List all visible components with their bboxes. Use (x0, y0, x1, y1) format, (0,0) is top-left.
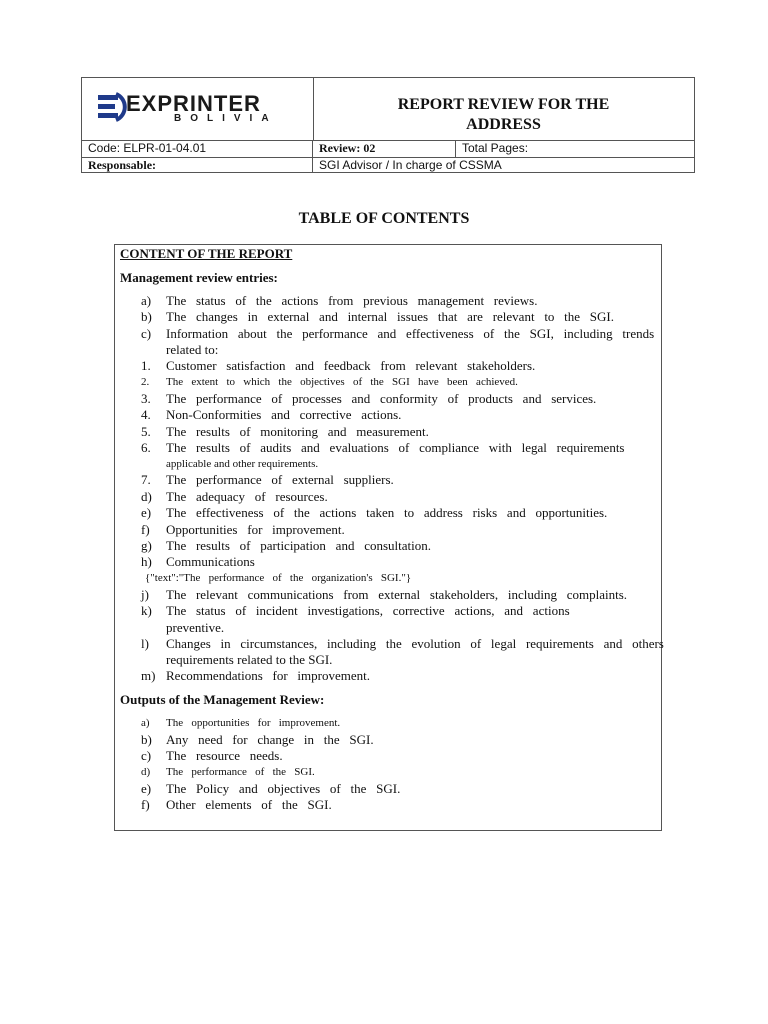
list-item: b) The changes in external and internal issues that are relevant to the SGI. (141, 309, 615, 324)
output-item: e) The Policy and objectives of the SGI. (141, 781, 401, 796)
document-title (313, 78, 694, 140)
outputs-heading: Outputs of the Management Review: (120, 692, 325, 707)
list-item: 6. The results of audits and evaluations of compliance with legal requirements (141, 440, 625, 455)
list-item: f) Opportunities for improvement. (141, 522, 345, 537)
list-item: g) The results of participation and consultation. (141, 538, 431, 553)
list-item: j) The relevant communications from external stakeholders, including complaints. (141, 587, 628, 602)
title-line-1: REPORT REVIEW FOR THE (397, 96, 610, 113)
header-title-row (82, 78, 694, 141)
title-line-2: ADDRESS (466, 116, 541, 133)
list-item: 7. The performance of external suppliers. (141, 472, 394, 487)
logo-mark-icon (96, 91, 128, 123)
list-item: 4. Non-Conformities and corrective actions. (141, 407, 402, 422)
list-item-continuation: applicable and other requirements. (166, 458, 319, 470)
header-meta-row (82, 140, 694, 158)
entries-heading: Management review entries: (120, 270, 278, 285)
document-header (81, 77, 695, 173)
total-pages: Total Pages: (462, 141, 529, 155)
list-item: 3. The performance of processes and conformity of products and services. (141, 391, 597, 406)
list-item: e) The effectiveness of the actions taken to address risks and opportunities. (141, 505, 608, 520)
review-number: Review: 02 (313, 140, 456, 157)
logo-wordmark: EXPRINTER (126, 91, 261, 116)
list-item: 2. The extent to which the objectives of the SGI have been achieved. (141, 376, 518, 388)
output-item: a) The opportunities for improvement. (141, 717, 341, 729)
list-item-continuation: related to: (166, 342, 219, 357)
output-item: d) The performance of the SGI. (141, 766, 315, 778)
list-item-raw-text: {"text":"The performance of the organization's SGI."} (145, 572, 412, 584)
list-item-continuation: preventive. (166, 620, 225, 635)
company-logo (96, 91, 296, 127)
document-code: Code: ELPR-01-04.01 (82, 140, 313, 157)
output-item: f) Other elements of the SGI. (141, 797, 332, 812)
report-heading: CONTENT OF THE REPORT (120, 246, 293, 261)
list-item-continuation: requirements related to the SGI. (166, 652, 333, 667)
list-item: 5. The results of monitoring and measurement. (141, 424, 429, 439)
header-responsable-row (82, 157, 694, 173)
responsable-value: SGI Advisor / In charge of CSSMA (319, 158, 502, 172)
list-item: h) Communications (141, 554, 255, 569)
output-item: b) Any need for change in the SGI. (141, 732, 374, 747)
list-item: m) Recommendations for improvement. (141, 668, 370, 683)
logo-cell (82, 78, 314, 140)
list-item: l) Changes in circumstances, including the evolution of legal requirements and others (141, 636, 664, 651)
list-item: d) The adequacy of resources. (141, 489, 328, 504)
list-item: k) The status of incident investigations, corrective actions, and actions (141, 603, 570, 618)
list-item: 1. Customer satisfaction and feedback from relevant stakeholders. (141, 358, 536, 373)
toc-title: TABLE OF CONTENTS (298, 210, 470, 227)
output-item: c) The resource needs. (141, 748, 283, 763)
logo-subtitle: BOLIVIA (174, 113, 278, 124)
list-item: a) The status of the actions from previous management reviews. (141, 293, 538, 308)
responsable-label: Responsable: (82, 157, 313, 173)
list-item: c) Information about the performance and effectiveness of the SGI, including trends (141, 326, 655, 341)
